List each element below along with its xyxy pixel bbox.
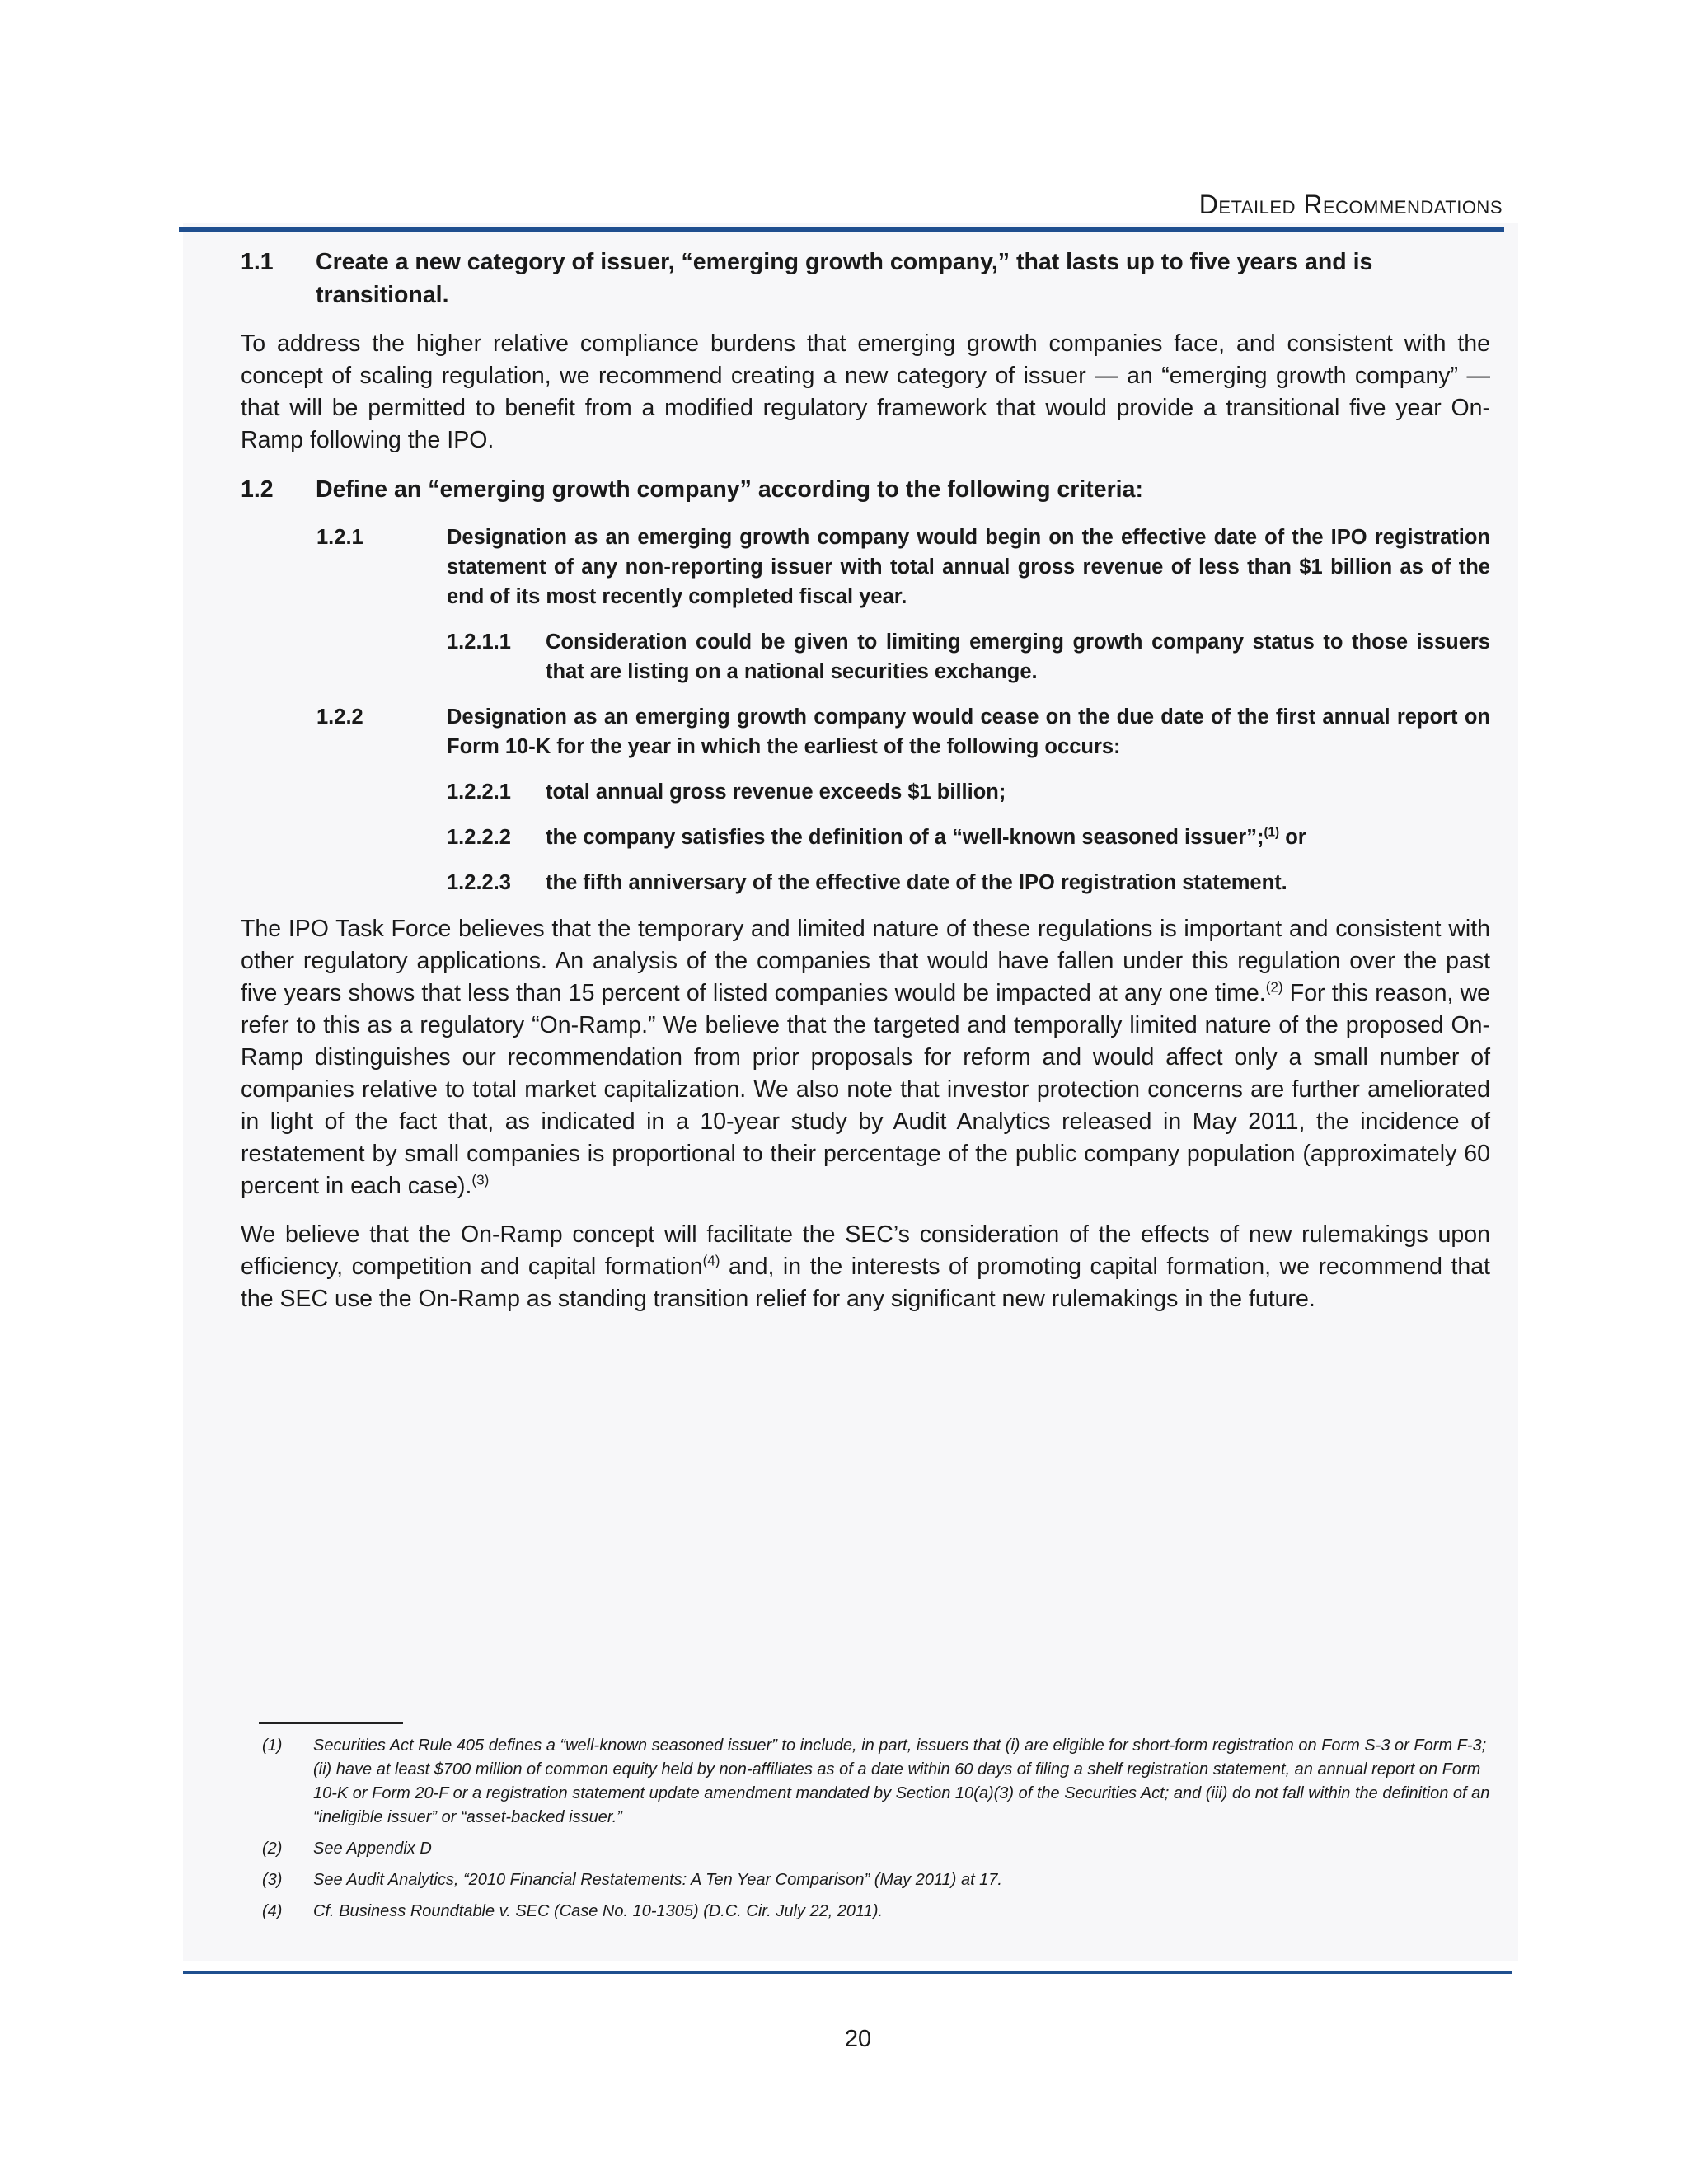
criterion-text: the fifth anniversary of the effective date of the IPO registration statement. bbox=[546, 871, 1287, 894]
paragraph-1: To address the higher relative compliance burdens that emerging growth companies face, and consistent with the concept of scaling regulation, we recommend creating a new category of issuer — an “emerging growth company” — that will be permitted to benefit from a modified regulatory framework that would provide a transitional five year On-Ramp following the IPO. bbox=[241, 330, 1490, 453]
footnote-item bbox=[262, 1900, 1490, 1924]
heading-number: 1.1 bbox=[241, 249, 274, 275]
footnote-text: See Audit Analytics, “2010 Financial Restatements: A Ten Year Comparison” (May 2011) at 17. bbox=[313, 1871, 1002, 1889]
footnote-mark: (4) bbox=[262, 1902, 283, 1920]
criterion-text: total annual gross revenue exceeds $1 billion; bbox=[546, 780, 1006, 804]
main-content bbox=[241, 246, 1490, 1332]
section-header-title: Detailed Recommendations bbox=[1198, 190, 1503, 219]
paragraph-text: and, in the interests of promoting capital formation, we recommend that the SEC use the On-Ramp as standing transition relief for any significant new rulemakings in the future. bbox=[241, 1254, 1490, 1312]
footnote-text: Cf. Business Roundtable v. SEC (Case No. 10-1305) (D.C. Cir. July 22, 2011). bbox=[313, 1902, 884, 1920]
footnote-mark: (2) bbox=[262, 1840, 283, 1858]
page-number: 20 bbox=[844, 2026, 872, 2052]
criterion-number: 1.2.2.1 bbox=[447, 780, 511, 804]
paragraph-text: We believe that the On-Ramp concept will facilitate the SEC’s consideration of the effects of new rulemakings upon efficiency, competition and capital formation bbox=[241, 1221, 1490, 1280]
footnote-separator bbox=[259, 1722, 403, 1724]
header-rule bbox=[179, 227, 1504, 232]
criterion-number: 1.2.2.3 bbox=[447, 871, 511, 894]
criterion-text: Designation as an emerging growth company would cease on the due date of the first annual report on Form 10-K for the year in which the earliest of the following occurs: bbox=[447, 705, 1490, 758]
criterion-1-2-2-1 bbox=[241, 777, 1490, 807]
footnote-ref[interactable]: (3) bbox=[471, 1172, 490, 1188]
paragraph-2 bbox=[241, 913, 1490, 1202]
criterion-1-2-2-3 bbox=[241, 868, 1490, 898]
criterion-number: 1.2.1 bbox=[316, 526, 363, 549]
footnote-text: See Appendix D bbox=[313, 1840, 432, 1858]
criterion-1-2-1-1 bbox=[241, 627, 1490, 687]
paragraph-text: For this reason, we refer to this as a regulatory “On-Ramp.” We believe that the targeted and temporally limited nature of the proposed On-Ramp distinguishes our recommendation from prior proposals for reform and would affect only a small number of companies relative to total market capitalization. We also note that investor protection concerns are further ameliorated in light of the fact that, as indicated in a 10-year study by Audit Analytics released in May 2011, the incidence of restatement by small companies is proportional to their percentage of the public company population (approximately 60 percent in each case). bbox=[241, 980, 1490, 1199]
footnote-item bbox=[262, 1837, 1490, 1861]
criterion-text-suffix: or bbox=[1279, 826, 1306, 849]
paragraph-text: The IPO Task Force believes that the temporary and limited nature of these regulations is important and consistent with other regulatory applications. An analysis of the companies that would have fallen under this regulation over the past five years shows that less than 15 percent of listed companies would be impacted at any one time. bbox=[241, 916, 1490, 1006]
heading-1-2 bbox=[241, 473, 1490, 506]
footnote-item bbox=[262, 1734, 1490, 1830]
criterion-1-2-2-2 bbox=[241, 823, 1490, 852]
criterion-1-2-2 bbox=[241, 702, 1490, 762]
criterion-number: 1.2.2 bbox=[316, 705, 363, 729]
heading-text: Define an “emerging growth company” according to the following criteria: bbox=[316, 476, 1143, 503]
footnotes bbox=[262, 1734, 1490, 1931]
paragraph-3 bbox=[241, 1219, 1490, 1315]
footnote-item bbox=[262, 1868, 1490, 1892]
footer-rule bbox=[183, 1971, 1512, 1974]
criterion-text: Consideration could be given to limiting emerging growth company status to those issuers that are listing on a national securities exchange. bbox=[546, 630, 1490, 683]
criterion-1-2-1 bbox=[241, 523, 1490, 612]
footnote-mark: (3) bbox=[262, 1871, 283, 1889]
heading-text: Create a new category of issuer, “emerging growth company,” that lasts up to five years and is transitional. bbox=[316, 249, 1373, 308]
heading-1-1 bbox=[241, 246, 1490, 312]
criterion-text: Designation as an emerging growth company would begin on the effective date of the IPO registration statement of any non-reporting issuer with total annual gross revenue of less than $1 billion as of the end of its most recently completed fiscal year. bbox=[447, 526, 1490, 608]
footnote-ref[interactable]: (2) bbox=[1265, 979, 1283, 996]
criterion-text: the company satisfies the definition of a “well-known seasoned issuer”; bbox=[546, 826, 1264, 849]
footnote-ref[interactable]: (4) bbox=[702, 1253, 720, 1269]
footnote-mark: (1) bbox=[262, 1736, 283, 1755]
criterion-number: 1.2.2.2 bbox=[447, 826, 511, 849]
heading-number: 1.2 bbox=[241, 476, 274, 503]
footnote-text: Securities Act Rule 405 defines a “well-known seasoned issuer” to include, in part, issuers that (i) are eligible for short-form registration on Form S-3 or Form F-3; (ii) have at least $700 million of common equity held by non-affiliates as of a date within 60 days of filing a shelf registration statement, an annual report on Form 10-K or Form 20-F or a registration statement update amendment mandated by Section 10(a)(3) of the Securities Act; and (iii) do not fall within the definition of an “ineligible issuer” or “asset-backed issuer.” bbox=[313, 1736, 1490, 1826]
footnote-ref[interactable]: (1) bbox=[1264, 825, 1280, 840]
criterion-number: 1.2.1.1 bbox=[447, 630, 511, 654]
